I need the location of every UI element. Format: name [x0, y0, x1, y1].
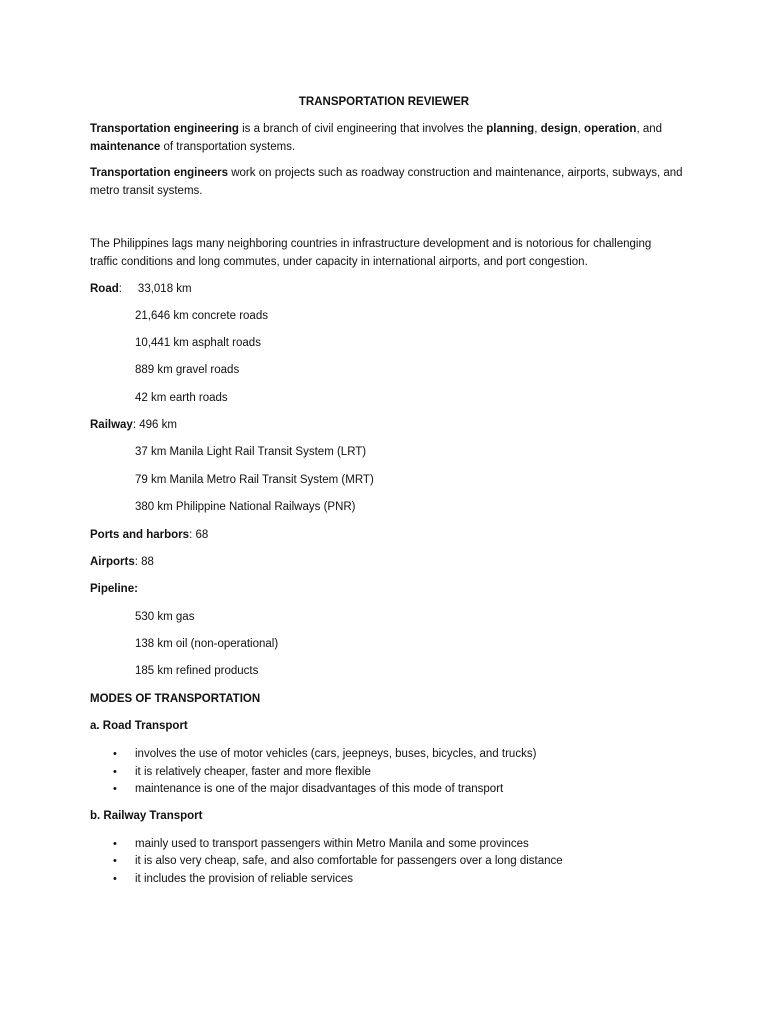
term-maintenance: maintenance — [90, 141, 161, 153]
intro1-comma-2: , — [577, 123, 585, 135]
road-transport-bullet: maintenance is one of the major disadvantages of this mode of transport — [135, 783, 504, 795]
term-transportation-engineers: Transportation engineers — [90, 167, 229, 179]
philippines-line-1: The Philippines lags many neighboring countries in infrastructure development and is notorious for challenging — [90, 238, 652, 250]
term-transportation-engineering: Transportation engineering — [90, 123, 239, 135]
ports-line — [90, 526, 208, 544]
railway-item: 380 km Philippine National Railways (PNR) — [135, 501, 356, 513]
pipeline-item: 530 km gas — [135, 611, 195, 623]
pipeline-label-text: Pipeline: — [90, 583, 138, 595]
philippines-paragraph — [90, 235, 690, 271]
road-value: : 33,018 km — [118, 283, 192, 295]
pipeline-item: 138 km oil (non-operational) — [135, 638, 279, 650]
intro1-text-1: is a branch of civil engineering that involves the — [238, 123, 487, 135]
railway-transport-bullet: it is also very cheap, safe, and also comfortable for passengers over a long distance — [135, 855, 563, 867]
intro1-text-3: of transportation systems. — [160, 141, 296, 153]
road-item: 889 km gravel roads — [135, 364, 240, 376]
pipeline-label — [90, 580, 138, 598]
term-design: design — [540, 123, 578, 135]
intro2-text-1: work on projects such as roadway construction and maintenance, airports, subways, and — [228, 167, 683, 179]
document-title: TRANSPORTATION REVIEWER — [298, 96, 470, 108]
railway-transport-heading: b. Railway Transport — [90, 810, 203, 822]
airports-line — [90, 553, 154, 571]
term-planning: planning — [486, 123, 535, 135]
road-item: 42 km earth roads — [135, 392, 228, 404]
philippines-line-2: traffic conditions and long commutes, under capacity in international airports, and port congestion. — [90, 256, 588, 268]
bullet-icon: • — [113, 873, 117, 885]
bullet-icon: • — [113, 748, 117, 760]
intro1-comma-1: , — [534, 123, 541, 135]
railway-transport-bullet: mainly used to transport passengers within Metro Manila and some provinces — [135, 838, 529, 850]
railway-item: 79 km Manila Metro Rail Transit System (MRT) — [135, 474, 374, 486]
railway-line — [90, 416, 177, 434]
airports-label: Airports — [90, 556, 135, 568]
bullet-icon: • — [113, 838, 117, 850]
bullet-icon: • — [113, 766, 117, 778]
intro2-text-2: metro transit systems. — [90, 185, 203, 197]
road-transport-bullet: it is relatively cheaper, faster and more flexible — [135, 766, 371, 778]
railway-value: : 496 km — [132, 419, 177, 431]
railway-label: Railway — [90, 419, 133, 431]
intro1-text-2: , and — [636, 123, 663, 135]
ports-label: Ports and harbors — [90, 529, 190, 541]
railway-item: 37 km Manila Light Rail Transit System (LRT) — [135, 446, 367, 458]
road-item: 21,646 km concrete roads — [135, 310, 268, 322]
intro-paragraph-2 — [90, 164, 690, 200]
bullet-icon: • — [113, 855, 117, 867]
term-operation: operation — [584, 123, 637, 135]
modes-heading: MODES OF TRANSPORTATION — [90, 693, 261, 705]
road-line — [90, 280, 192, 298]
road-transport-bullet: involves the use of motor vehicles (cars, jeepneys, buses, bicycles, and trucks) — [135, 748, 537, 760]
bullet-icon: • — [113, 783, 117, 795]
airports-value: : 88 — [134, 556, 154, 568]
road-label: Road — [90, 283, 119, 295]
intro-paragraph-1 — [90, 120, 690, 156]
ports-value: : 68 — [189, 529, 209, 541]
railway-transport-bullet: it includes the provision of reliable services — [135, 873, 353, 885]
road-transport-heading: a. Road Transport — [90, 720, 188, 732]
pipeline-item: 185 km refined products — [135, 665, 259, 677]
road-item: 10,441 km asphalt roads — [135, 337, 261, 349]
